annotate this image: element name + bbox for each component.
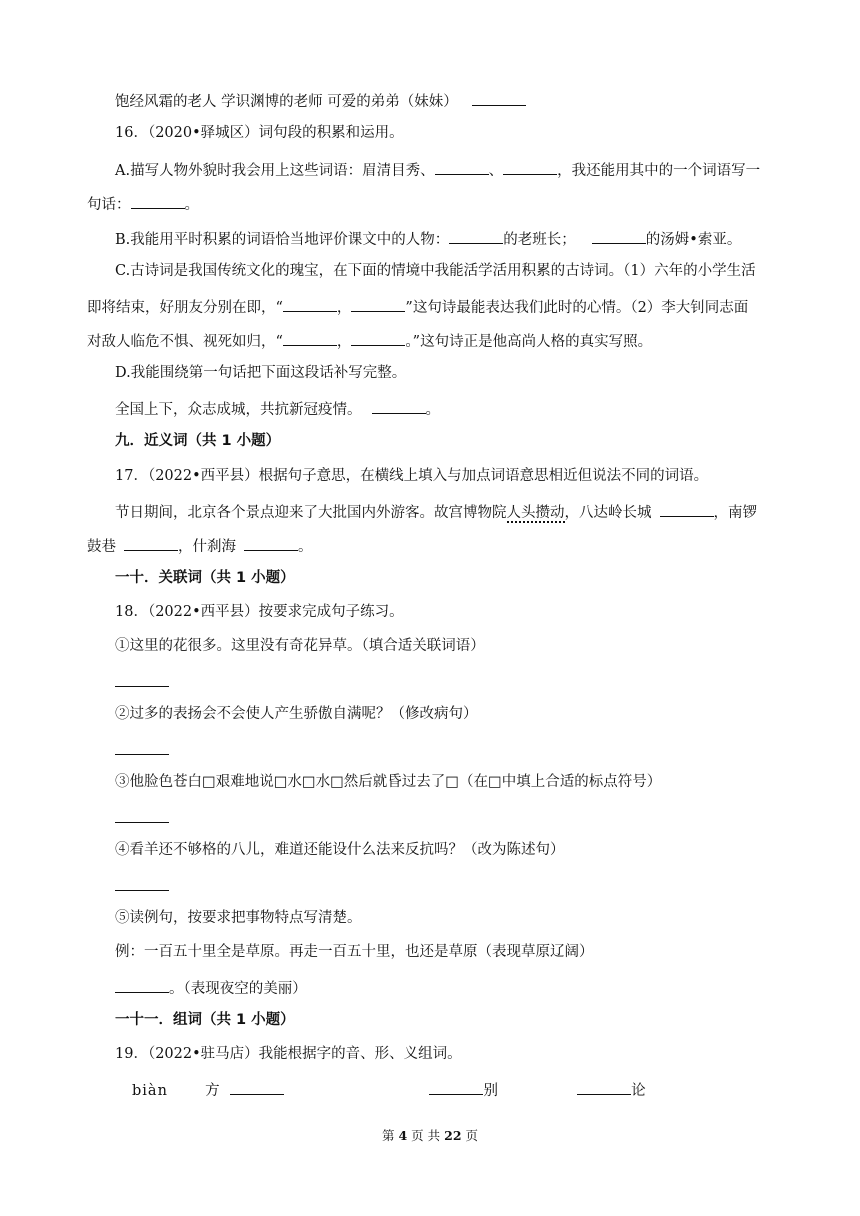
text: 鼓巷 [87,539,116,555]
answer-blank[interactable] [115,874,169,891]
question-16c-line3 [87,329,652,352]
text: ，什刹海 [178,539,236,555]
answer-blank[interactable] [115,976,169,993]
footer-text: 第 [381,1128,395,1143]
question-18-item3: ③他脸色苍白□艰难地说□水□水□然后就昏过去了□（在□中填上合适的标点符号） [115,774,662,790]
answer-blank[interactable] [592,227,646,244]
question-19-row [132,1078,646,1101]
answer-blank[interactable] [449,227,503,244]
answer-blank[interactable] [230,1078,284,1095]
answer-blank[interactable] [115,670,169,687]
question-16-stem: 16．（2020•驿城区）词句段的积累和运用。 [115,125,404,141]
word-char: 论 [631,1083,646,1099]
pinyin: biàn [132,1083,168,1099]
question-17-line2 [87,534,313,557]
choice-text: 饱经风霜的老人 学识渊博的老师 可爱的弟弟（妹妹） [115,94,458,110]
question-16c-line2 [87,295,748,318]
footer-text: 页 [465,1128,479,1143]
page-number: 4 [398,1128,408,1143]
answer-blank[interactable] [577,1078,631,1095]
word-char: 方 [205,1083,220,1099]
question-16d-line1: D.我能围绕第一句话把下面这段话补写完整。 [115,365,407,381]
text: 。 [184,197,199,213]
answer-blank[interactable] [503,158,557,175]
question-16a-line1 [115,158,760,181]
text: 即将结束，好朋友分别在即，“ [87,300,283,316]
answer-blank[interactable] [124,534,178,551]
text: 。”这句诗正是他高尚人格的真实写照。 [405,334,653,350]
text: ，南锣 [713,505,757,521]
question-18-item2: ②过多的表扬会不会使人产生骄傲自满呢？（修改病句） [115,706,478,722]
answer-blank[interactable] [660,500,714,517]
text: 节日期间，北京各个景点迎来了大批国内外游客。故宫博物院 [115,505,507,521]
text: A.描写人物外貌时我会用上这些词语：眉清目秀、 [115,163,435,179]
word-char: 别 [483,1083,498,1099]
question-18-example: 例：一百五十里全是草原。再走一百五十里，也还是草原（表现草原辽阔） [115,944,594,960]
section-heading-word-formation: 一十一．组词（共 1 小题） [115,1012,295,1028]
footer-text: 页 共 [411,1128,441,1143]
answer-blank[interactable] [372,397,426,414]
text: ，八达岭长城 [564,505,652,521]
question-17-line1 [115,500,757,523]
page-total: 22 [444,1128,462,1143]
question-18-answer5 [115,976,307,999]
text: ”这句诗最能表达我们此时的心情。（2）李大钊同志面 [405,300,749,316]
text: ， [336,300,352,316]
section-heading-synonyms: 九．近义词（共 1 小题） [115,433,281,449]
text: 。（表现夜空的美丽） [169,981,307,997]
answer-blank[interactable] [435,158,489,175]
text: 的汤姆•索亚。 [645,232,742,248]
text: B.我能用平时积累的词语恰当地评价课文中的人物： [115,232,450,248]
text: 。 [298,539,313,555]
answer-blank[interactable] [283,295,337,312]
question-18-item5: ⑤读例句，按要求把事物特点写清楚。 [115,910,362,926]
answer-blank[interactable] [429,1078,483,1095]
text: ，我还能用其中的一个词语写一 [557,163,761,179]
answer-blank[interactable] [115,738,169,755]
text: 对敌人临危不惧、视死如归，“ [87,334,283,350]
page-footer [0,1127,860,1145]
answer-blank[interactable] [283,329,337,346]
text: ， [336,334,352,350]
answer-blank[interactable] [115,806,169,823]
question-17-stem: 17．（2022•西平县）根据句子意思，在横线上填入与加点词语意思相近但说法不同的词语。 [115,468,709,484]
answer-blank[interactable] [244,534,298,551]
question-18-stem: 18．（2022•西平县）按要求完成句子练习。 [115,604,404,620]
question-19-stem: 19．（2022•驻马店）我能根据字的音、形、义组词。 [115,1046,462,1062]
question-18-item1: ①这里的花很多。这里没有奇花异草。（填合适关联词语） [115,638,485,654]
dotted-words: 人头攒动 [506,505,565,521]
answer-blank[interactable] [472,89,526,106]
question-16a-line2 [87,192,199,215]
text: 。 [425,402,440,418]
answer-line[interactable] [115,670,169,693]
answer-line[interactable] [115,874,169,897]
answer-line[interactable] [115,738,169,761]
text: 句话： [87,197,131,213]
text: 的老班长； [503,232,576,248]
answer-blank[interactable] [351,329,405,346]
answer-line[interactable] [115,806,169,829]
question-18-item4: ④看羊还不够格的八儿，难道还能设什么法来反抗吗？（改为陈述句） [115,842,565,858]
question-16d-line2 [115,397,440,420]
continued-line [115,89,526,112]
answer-blank[interactable] [351,295,405,312]
question-16c-line1: C.古诗词是我国传统文化的瑰宝，在下面的情境中我能活学活用积累的古诗词。（1）六年的小学生活 [115,263,756,279]
text: 全国上下，众志成城，共抗新冠疫情。 [115,402,362,418]
section-heading-conjunctions: 一十．关联词（共 1 小题） [115,570,295,586]
text: 、 [488,163,504,179]
answer-blank[interactable] [131,192,185,209]
question-16b-line [115,227,741,250]
